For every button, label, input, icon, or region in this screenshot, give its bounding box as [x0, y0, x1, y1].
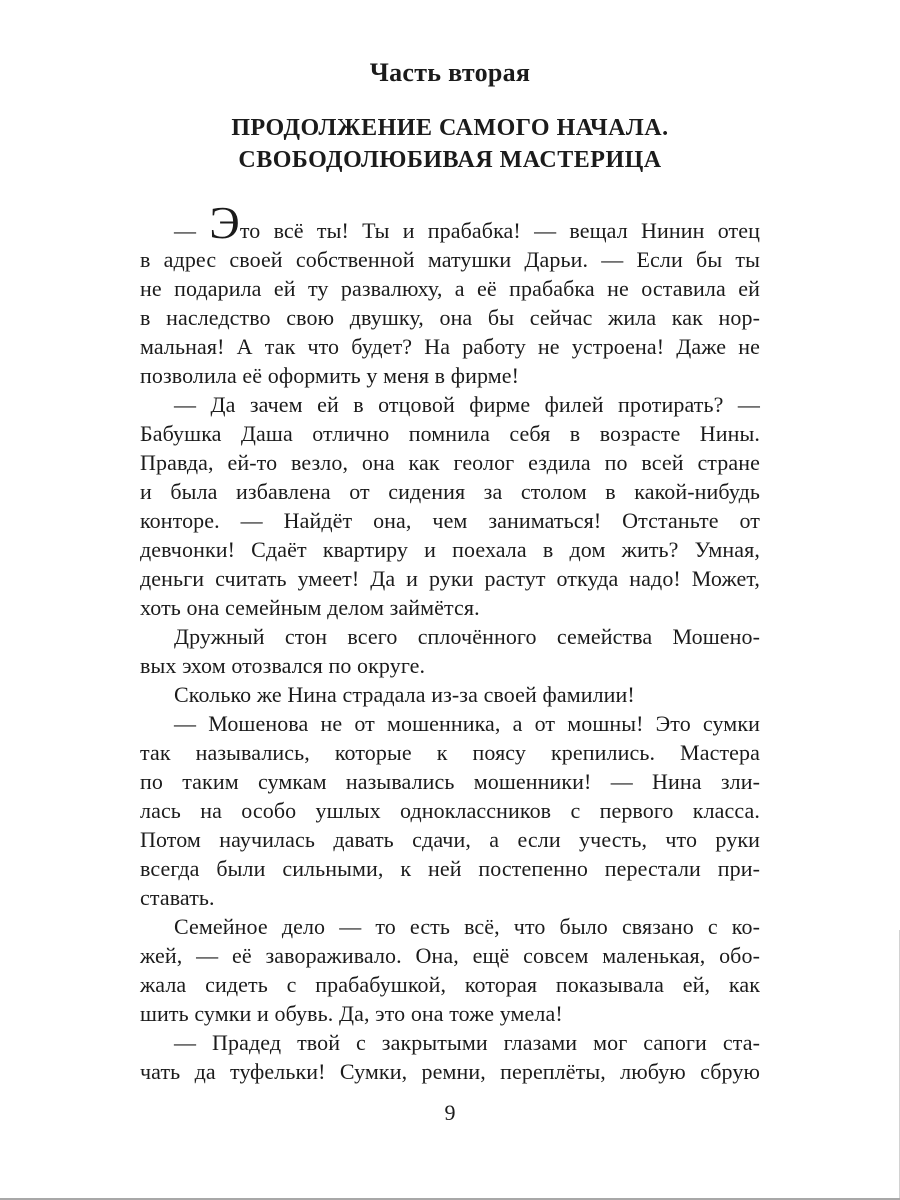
text-line: лась на особо ушлых одноклассников с первого класса.: [140, 798, 760, 823]
text-line: вых эхом отозвался по округе.: [140, 653, 426, 678]
drop-cap-rest: то всё ты! Ты и прабабка! — вещал Нинин отец: [239, 218, 761, 243]
page-number: 9: [444, 1100, 456, 1125]
text-line: деньги считать умеет! Да и руки растут откуда надо! Может,: [140, 566, 760, 591]
text-line: девчонки! Сдаёт квартиру и поехала в дом жить? Умная,: [140, 537, 760, 562]
text-line: конторе. — Найдёт она, чем заниматься! Отстаньте от: [140, 508, 760, 533]
part-title: Часть вторая: [369, 58, 531, 87]
text-line: мальная! А так что будет? На работу не устроена! Даже не: [140, 334, 760, 359]
text-line: в наследство свою двушку, она бы сейчас жила как нор-: [140, 305, 760, 330]
text-line: Потом научилась давать сдачи, а если учесть, что руки: [140, 827, 760, 852]
text-line-dropcap: [140, 197, 761, 248]
text-line: так назывались, которые к поясу крепились. Мастера: [140, 740, 760, 765]
text-line: хоть она семейным делом займётся.: [140, 595, 480, 620]
text-line: Семейное дело — то есть всё, что было связано с ко-: [174, 914, 760, 939]
text-line: и была избавлена от сидения за столом в какой-нибудь: [140, 479, 760, 504]
drop-cap-letter: Э: [209, 197, 240, 248]
chapter-title-line-1: ПРОДОЛЖЕНИЕ САМОГО НАЧАЛА.: [231, 115, 669, 141]
text-line: шить сумки и обувь. Да, это она тоже умела!: [140, 1001, 563, 1026]
text-line: жала сидеть с прабабушкой, которая показывала ей, как: [140, 972, 760, 997]
text-line: — Мошенова не от мошенника, а от мошны! Это сумки: [174, 711, 760, 736]
text-line: — Да зачем ей в отцовой фирме филей протирать? —: [174, 392, 760, 417]
chapter-title-line-2: СВОБОДОЛЮБИВАЯ МАСТЕРИЦА: [238, 147, 662, 173]
text-line: — Прадед твой с закрытыми глазами мог сапоги ста-: [174, 1030, 760, 1055]
text-line: всегда были сильными, к ней постепенно перестали при-: [140, 856, 760, 881]
text-line: в адрес своей собственной матушки Дарьи. — Если бы ты: [140, 247, 760, 272]
text-line: по таким сумкам назывались мошенники! — Нина зли-: [140, 769, 760, 794]
text-line: Сколько же Нина страдала из-за своей фамилии!: [174, 682, 635, 707]
chapter-title: [0, 112, 900, 176]
dialogue-dash: —: [174, 218, 210, 243]
text-line: ставать.: [140, 885, 215, 910]
text-line: не подарила ей ту развалюху, а её прабабка не оставила ей: [140, 276, 760, 301]
body-text: [140, 197, 761, 1086]
text-line: Дружный стон всего сплочённого семейства Мошено-: [174, 624, 760, 649]
text-line: позволила её оформить у меня в фирме!: [140, 363, 520, 388]
text-line: жей, — её завораживало. Она, ещё совсем маленькая, обо-: [140, 943, 760, 968]
text-line: Правда, ей-то везло, она как геолог ездила по всей стране: [140, 450, 760, 475]
text-line: чать да туфельки! Сумки, ремни, переплёты, любую сбрую: [140, 1059, 760, 1084]
text-line: Бабушка Даша отлично помнила себя в возрасте Нины.: [140, 421, 760, 446]
